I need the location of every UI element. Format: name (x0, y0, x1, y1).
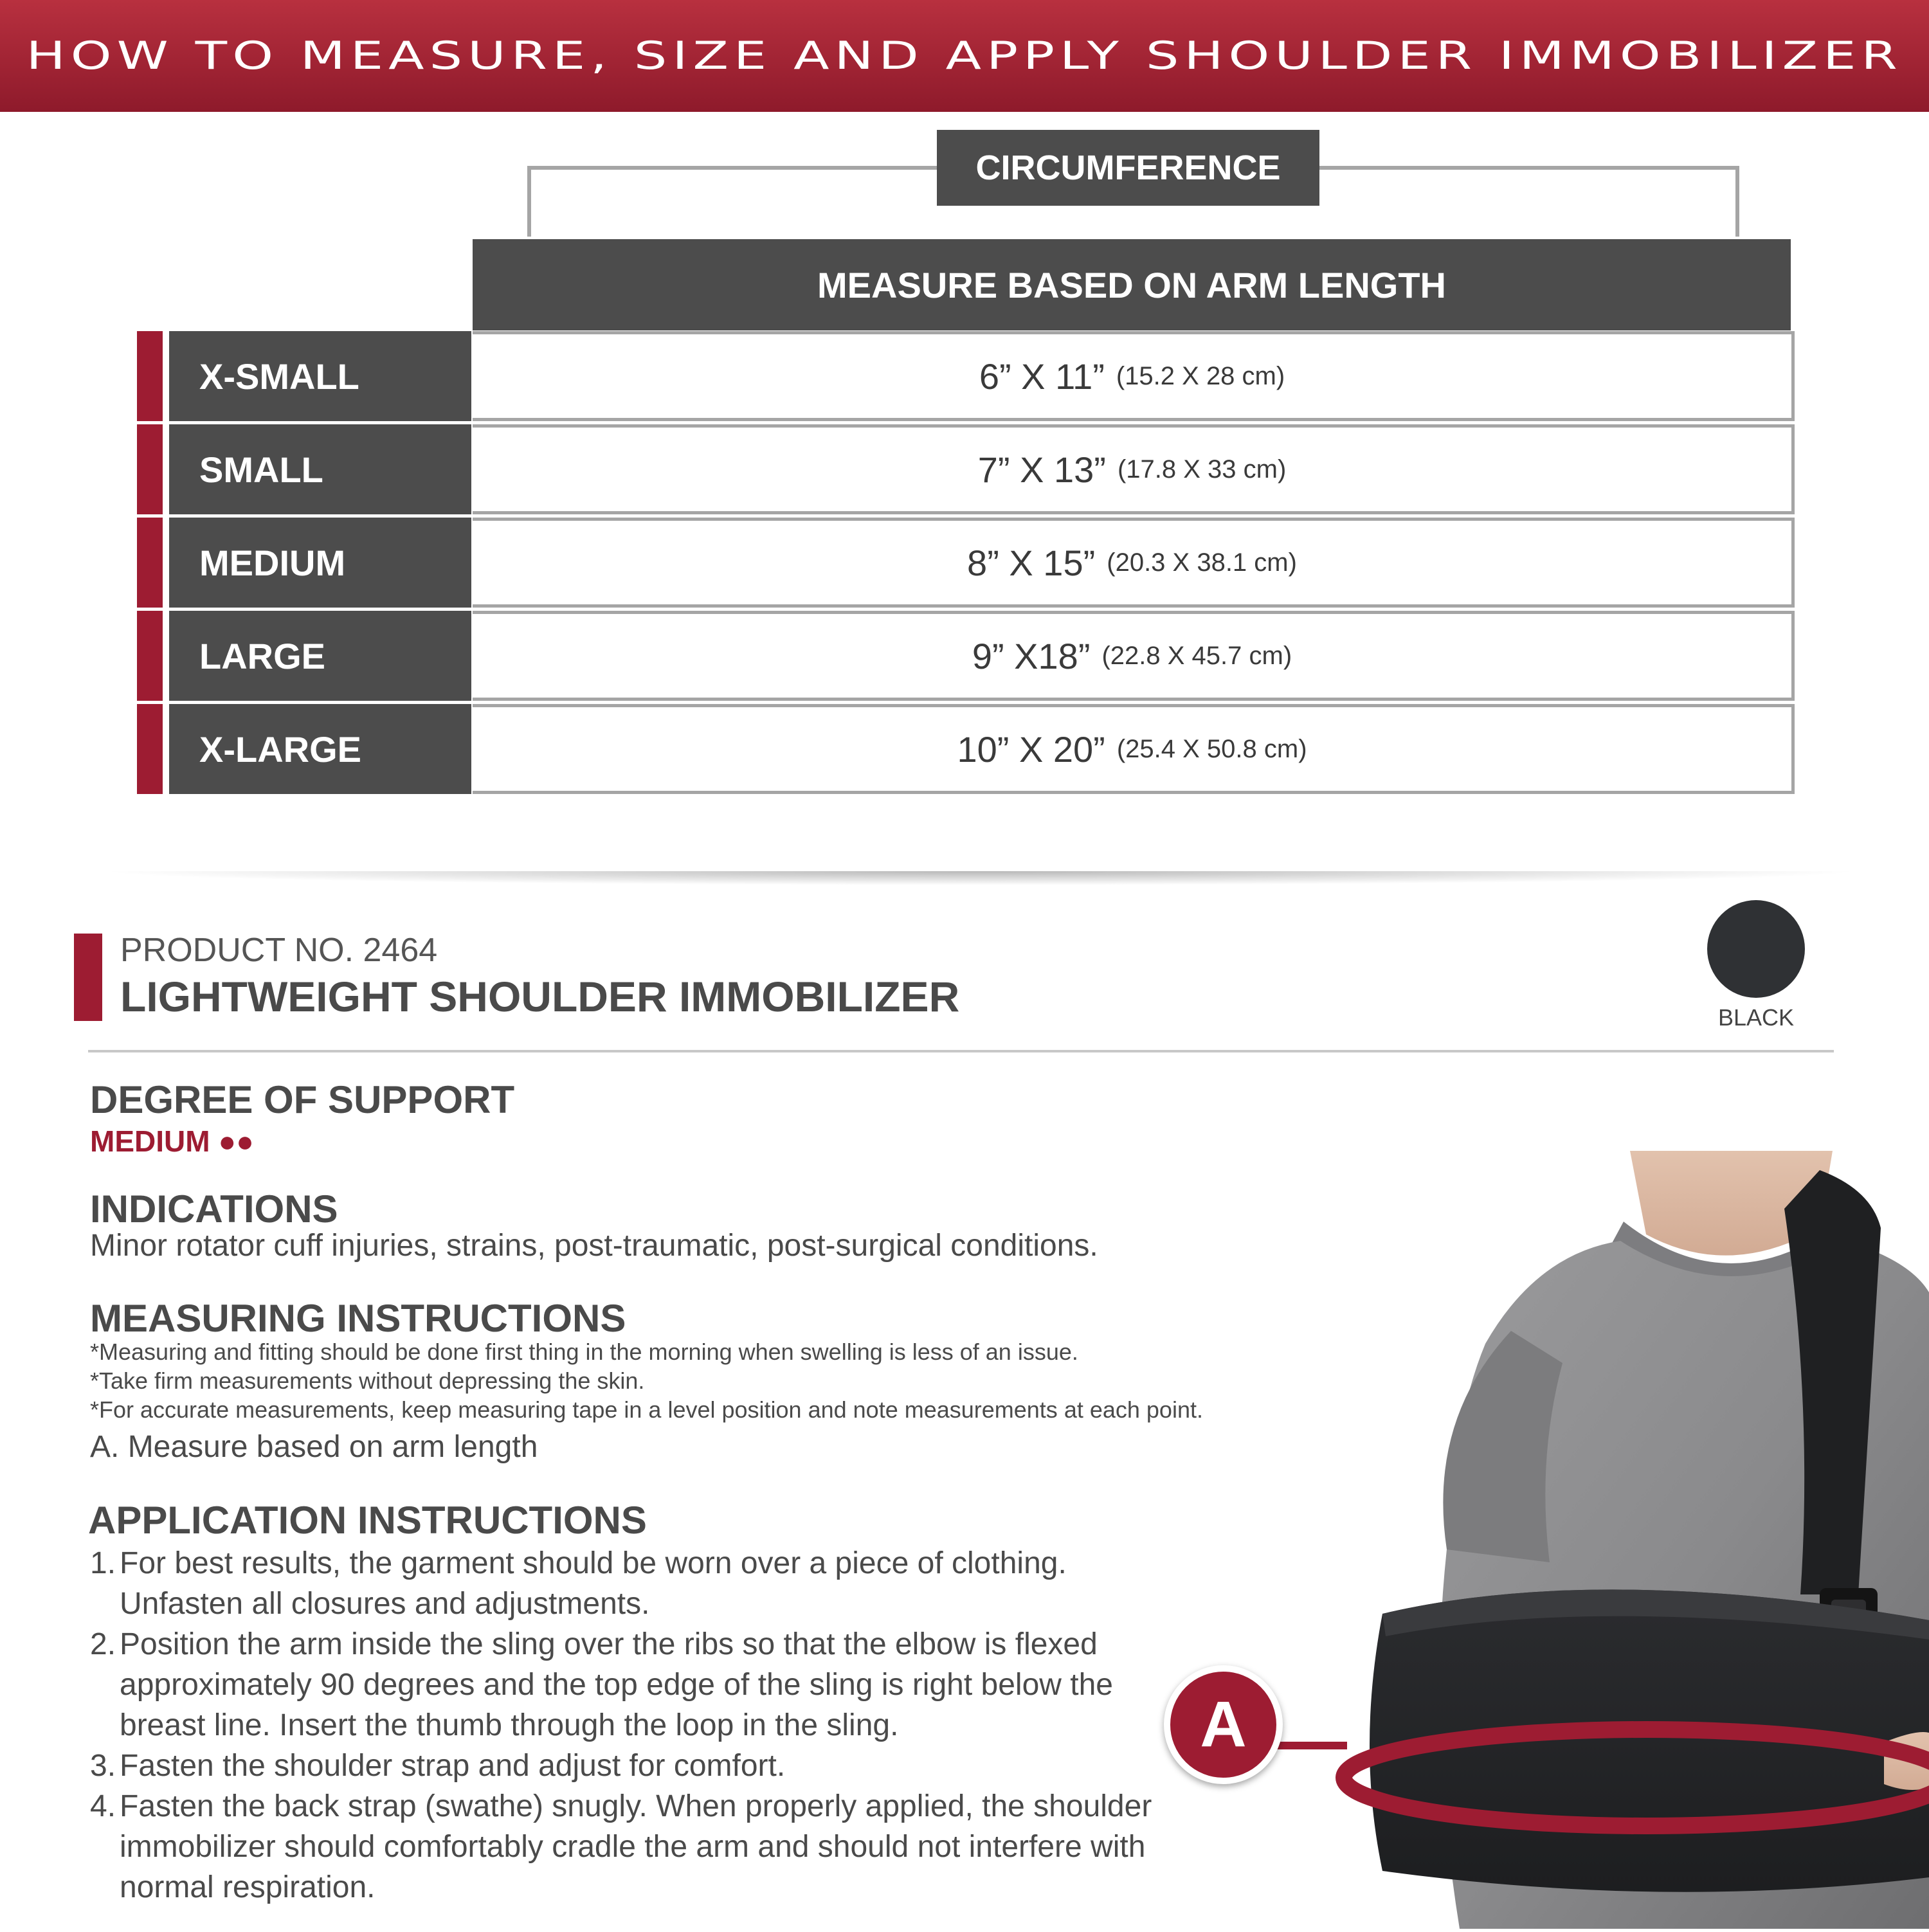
header-banner (0, 0, 1929, 112)
size-row-accent (137, 518, 163, 608)
step-text: Position the arm inside the sling over the ribs so that the elbow is flexed (120, 1627, 1098, 1661)
product-name: LIGHTWEIGHT SHOULDER IMMOBILIZER (120, 973, 960, 1020)
section-divider (96, 871, 1865, 885)
application-heading: APPLICATION INSTRUCTIONS (88, 1499, 647, 1542)
application-step-line (90, 1665, 1152, 1705)
size-label: SMALL (169, 424, 471, 514)
application-step-line (90, 1827, 1152, 1867)
step-number (90, 1867, 120, 1908)
step-number: 4. (90, 1789, 116, 1823)
measuring-heading: MEASURING INSTRUCTIONS (90, 1297, 626, 1340)
step-text: Unfasten all closures and adjustments. (120, 1587, 650, 1621)
size-label: LARGE (169, 611, 471, 701)
size-label: X-LARGE (169, 704, 471, 794)
size-metric: (15.2 X 28 cm) (1116, 361, 1285, 390)
size-row-accent (137, 611, 163, 701)
size-row (137, 704, 1795, 794)
application-step-line (90, 1584, 1152, 1624)
application-step-line (90, 1746, 1152, 1786)
size-measurement (473, 424, 1795, 514)
size-row (137, 518, 1795, 608)
application-step-line (90, 1543, 1152, 1584)
size-metric: (25.4 X 50.8 cm) (1116, 734, 1307, 763)
measure-point-marker: A (1164, 1665, 1283, 1784)
size-measurement (473, 611, 1795, 701)
measuring-note: *For accurate measurements, keep measuring tape in a level position and note measurements at each point. (90, 1396, 1203, 1423)
size-row-accent (137, 704, 163, 794)
application-steps (90, 1543, 1152, 1908)
size-metric: (17.8 X 33 cm) (1117, 455, 1287, 483)
step-number (90, 1584, 120, 1624)
step-number (90, 1665, 120, 1705)
size-imperial: 7” X 13” (977, 449, 1106, 490)
measuring-note: *Take firm measurements without depressing the skin. (90, 1368, 645, 1394)
size-imperial: 9” X18” (972, 635, 1091, 676)
size-row (137, 331, 1795, 421)
size-row (137, 611, 1795, 701)
step-number (90, 1827, 120, 1867)
size-label: MEDIUM (169, 518, 471, 608)
step-text: For best results, the garment should be worn over a piece of clothing. (120, 1546, 1067, 1580)
size-measurement (473, 518, 1795, 608)
product-divider (88, 1050, 1834, 1052)
indications-text: Minor rotator cuff injuries, strains, post-traumatic, post-surgical conditions. (90, 1229, 1098, 1263)
size-metric: (22.8 X 45.7 cm) (1101, 641, 1292, 670)
step-number: 3. (90, 1749, 116, 1783)
size-imperial: 10” X 20” (957, 728, 1105, 770)
measure-column-header: MEASURE BASED ON ARM LENGTH (473, 239, 1791, 330)
product-photo (1151, 1151, 1929, 1929)
size-label: X-SMALL (169, 331, 471, 421)
size-imperial: 6” X 11” (979, 356, 1105, 397)
application-step-line (90, 1705, 1152, 1746)
application-step-line (90, 1624, 1152, 1665)
step-number: 1. (90, 1546, 116, 1580)
product-accent-bar (74, 934, 102, 1021)
circumference-label: CIRCUMFERENCE (937, 130, 1319, 206)
size-measurement (473, 704, 1795, 794)
size-row-accent (137, 424, 163, 514)
banner-title: HOW TO MEASURE, SIZE AND APPLY SHOULDER IMMOBILIZER (26, 33, 1903, 78)
step-number: 2. (90, 1627, 116, 1661)
support-heading: DEGREE OF SUPPORT (90, 1078, 515, 1121)
support-level: MEDIUM ●● (90, 1124, 254, 1158)
color-swatch-label: BLACK (1717, 1004, 1795, 1031)
application-step-line (90, 1867, 1152, 1908)
size-row (137, 424, 1795, 514)
step-text: Fasten the back strap (swathe) snugly. When properly applied, the shoulder (120, 1789, 1152, 1823)
indications-heading: INDICATIONS (90, 1187, 338, 1231)
step-number (90, 1705, 120, 1746)
measuring-note: *Measuring and fitting should be done first thing in the morning when swelling is less of an issue. (90, 1339, 1078, 1365)
step-text: immobilizer should comfortably cradle the arm and should not interfere with (120, 1830, 1146, 1864)
application-step-line (90, 1786, 1152, 1827)
size-row-accent (137, 331, 163, 421)
step-text: normal respiration. (120, 1870, 376, 1904)
size-imperial: 8” X 15” (967, 542, 1096, 583)
color-swatch (1707, 900, 1805, 998)
measuring-point-a: A. Measure based on arm length (90, 1430, 538, 1464)
size-measurement (473, 331, 1795, 421)
size-metric: (20.3 X 38.1 cm) (1107, 548, 1297, 577)
step-text: Fasten the shoulder strap and adjust for comfort. (120, 1749, 786, 1783)
step-text: breast line. Insert the thumb through the loop in the sling. (120, 1708, 899, 1742)
product-number: PRODUCT NO. 2464 (120, 932, 438, 969)
step-text: approximately 90 degrees and the top edge of the sling is right below the (120, 1668, 1113, 1702)
